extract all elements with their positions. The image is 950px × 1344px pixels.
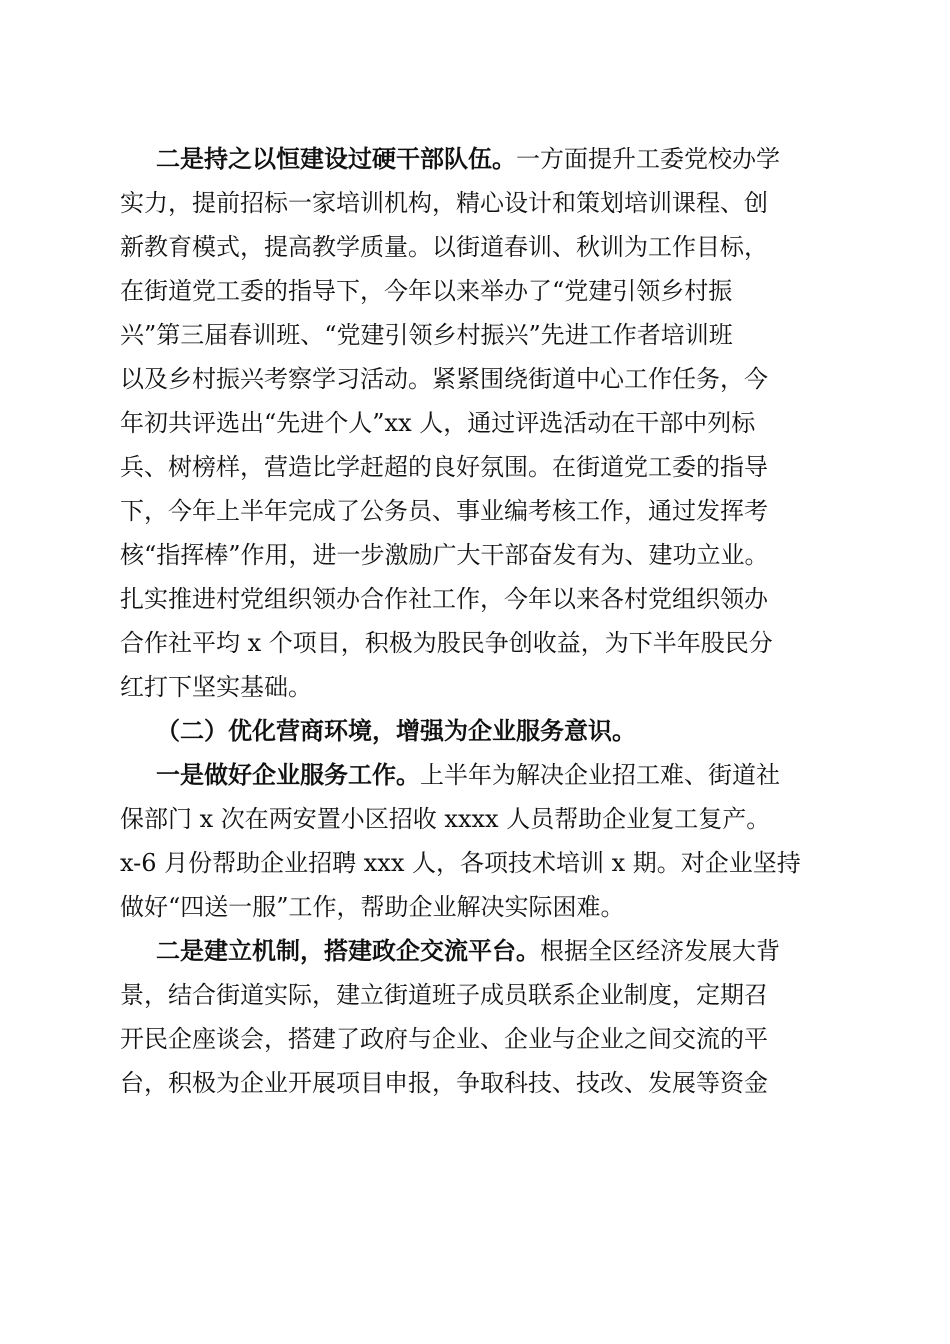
section-heading: （二）优化营商环境，增强为企业服务意识。 bbox=[156, 717, 636, 745]
paragraph-line: 以及乡村振兴考察学习活动。紧紧围绕街道中心工作任务，今 bbox=[120, 365, 768, 393]
paragraph-line: 核“指挥棒”作用，进一步激励广大干部奋发有为、建功立业。 bbox=[120, 541, 769, 569]
paragraph-line: 兴”第三届春训班、“党建引领乡村振兴”先进工作者培训班 bbox=[120, 321, 733, 349]
paragraph-lead: 一是做好企业服务工作。 bbox=[156, 761, 420, 789]
paragraph-line bbox=[156, 757, 840, 793]
paragraph-line: 下，今年上半年完成了公务员、事业编考核工作，通过发挥考 bbox=[120, 497, 768, 525]
paragraph-line: 新教育模式，提高教学质量。以街道春训、秋训为工作目标， bbox=[120, 233, 768, 261]
paragraph-line: 年初共评选出“先进个人”xx 人，通过评选活动在干部中列标 bbox=[120, 409, 756, 437]
paragraph-line: 开民企座谈会，搭建了政府与企业、企业与企业之间交流的平 bbox=[120, 1025, 768, 1053]
paragraph-text: 一方面提升工委党校办学 bbox=[516, 145, 780, 173]
paragraph-line: x-6 月份帮助企业招聘 xxx 人，各项技术培训 x 期。对企业坚持 bbox=[120, 849, 801, 877]
paragraph-line: 扎实推进村党组织领办合作社工作，今年以来各村党组织领办 bbox=[120, 585, 768, 613]
paragraph-text: 上半年为解决企业招工难、街道社 bbox=[420, 761, 780, 789]
paragraph-lead: 二是持之以恒建设过硬干部队伍。 bbox=[156, 145, 516, 173]
paragraph-line: 红打下坚实基础。 bbox=[120, 673, 312, 701]
paragraph-line: 保部门 x 次在两安置小区招收 xxxx 人员帮助企业复工复产。 bbox=[120, 805, 771, 833]
paragraph-line: 台，积极为企业开展项目申报，争取科技、技改、发展等资金 bbox=[120, 1069, 768, 1097]
paragraph-line: 做好“四送一服”工作，帮助企业解决实际困难。 bbox=[120, 893, 625, 921]
paragraph-line: 在街道党工委的指导下，今年以来举办了“党建引领乡村振 bbox=[120, 277, 733, 305]
paragraph-line: 兵、树榜样，营造比学赶超的良好氛围。在街道党工委的指导 bbox=[120, 453, 768, 481]
paragraph-line bbox=[156, 933, 840, 969]
paragraph-lead: 二是建立机制，搭建政企交流平台。 bbox=[156, 937, 540, 965]
paragraph-text: 根据全区经济发展大背 bbox=[540, 937, 780, 965]
paragraph-line: 实力，提前招标一家培训机构，精心设计和策划培训课程、创 bbox=[120, 189, 768, 217]
paragraph-line bbox=[156, 141, 840, 177]
paragraph-line: 景，结合街道实际，建立街道班子成员联系企业制度，定期召 bbox=[120, 981, 768, 1009]
paragraph-line: 合作社平均 x 个项目，积极为股民争创收益，为下半年股民分 bbox=[120, 629, 773, 657]
